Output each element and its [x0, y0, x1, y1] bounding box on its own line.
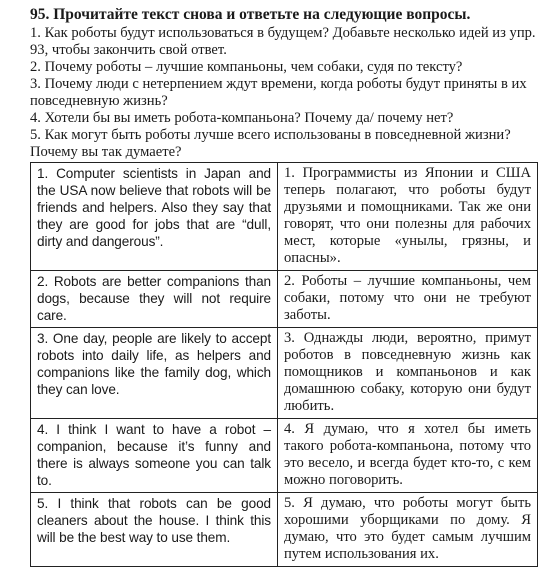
russian-answer-3: 3. Однажды люди, вероятно, примут роботов в повседневную жизнь как помощников и компаньонов и как домашнюю собаку, которую они будут любить.: [278, 328, 538, 419]
table-row: [31, 328, 538, 419]
table-row: [31, 493, 538, 567]
table-row: [31, 419, 538, 493]
english-answer-3: 3. One day, people are likely to accept robots into daily life, as helpers and companions like the family dog, which they can love.: [31, 328, 278, 419]
table-row: [31, 163, 538, 271]
russian-answer-2: 2. Роботы – лучшие компаньоны, чем собаки, потому что они не требуют заботы.: [278, 271, 538, 328]
english-answer-1: 1. Computer scientists in Japan and the USA now believe that robots will be friends and helpers. Also they say that they are good for jobs that are “dull, dirty and dangerous”.: [31, 163, 278, 271]
question-list: [30, 25, 540, 161]
question-1: 1. Как роботы будут использоваться в будущем? Добавьте несколько идей из упр. 93, чтобы закончить свой ответ.: [30, 25, 536, 58]
table-row: [31, 271, 538, 328]
question-4: 4. Хотели бы вы иметь робота-компаньона? Почему да/ почему нет?: [30, 110, 454, 126]
question-5: 5. Как могут быть роботы лучше всего использованы в повседневной жизни? Почему вы так думаете?: [30, 127, 511, 160]
english-answer-2: 2. Robots are better companions than dogs, because they will not require care.: [31, 271, 278, 328]
russian-answer-5: 5. Я думаю, что роботы могут быть хорошими уборщиками по дому. Я думаю, что это будет самым лучшим путем использования их.: [278, 493, 538, 567]
russian-answer-1: 1. Программисты из Японии и США теперь полагают, что роботы будут друзьями и помощниками. Так же они говорят, что они полезны для рабочих мест, которые «унылы, грязны, и опасны».: [278, 163, 538, 271]
answer-table: [30, 162, 538, 567]
question-2: 2. Почему роботы – лучшие компаньоны, чем собаки, судя по тексту?: [30, 59, 463, 75]
english-answer-4: 4. I think I want to have a robot – companion, because it’s funny and there is always someone you can talk to.: [31, 419, 278, 493]
exercise-title: 95. Прочитайте текст снова и ответьте на следующие вопросы.: [30, 6, 471, 23]
russian-answer-4: 4. Я думаю, что я хотел бы иметь такого робота-компаньона, потому что это весело, и всегда будет кто-то, с кем можно поговорить.: [278, 419, 538, 493]
english-answer-5: 5. I think that robots can be good cleaners about the house. I think this will be the best way to use them.: [31, 493, 278, 567]
question-3: 3. Почему люди с нетерпением ждут времени, когда роботы будут приняты в их повседневную жизнь?: [30, 76, 527, 109]
